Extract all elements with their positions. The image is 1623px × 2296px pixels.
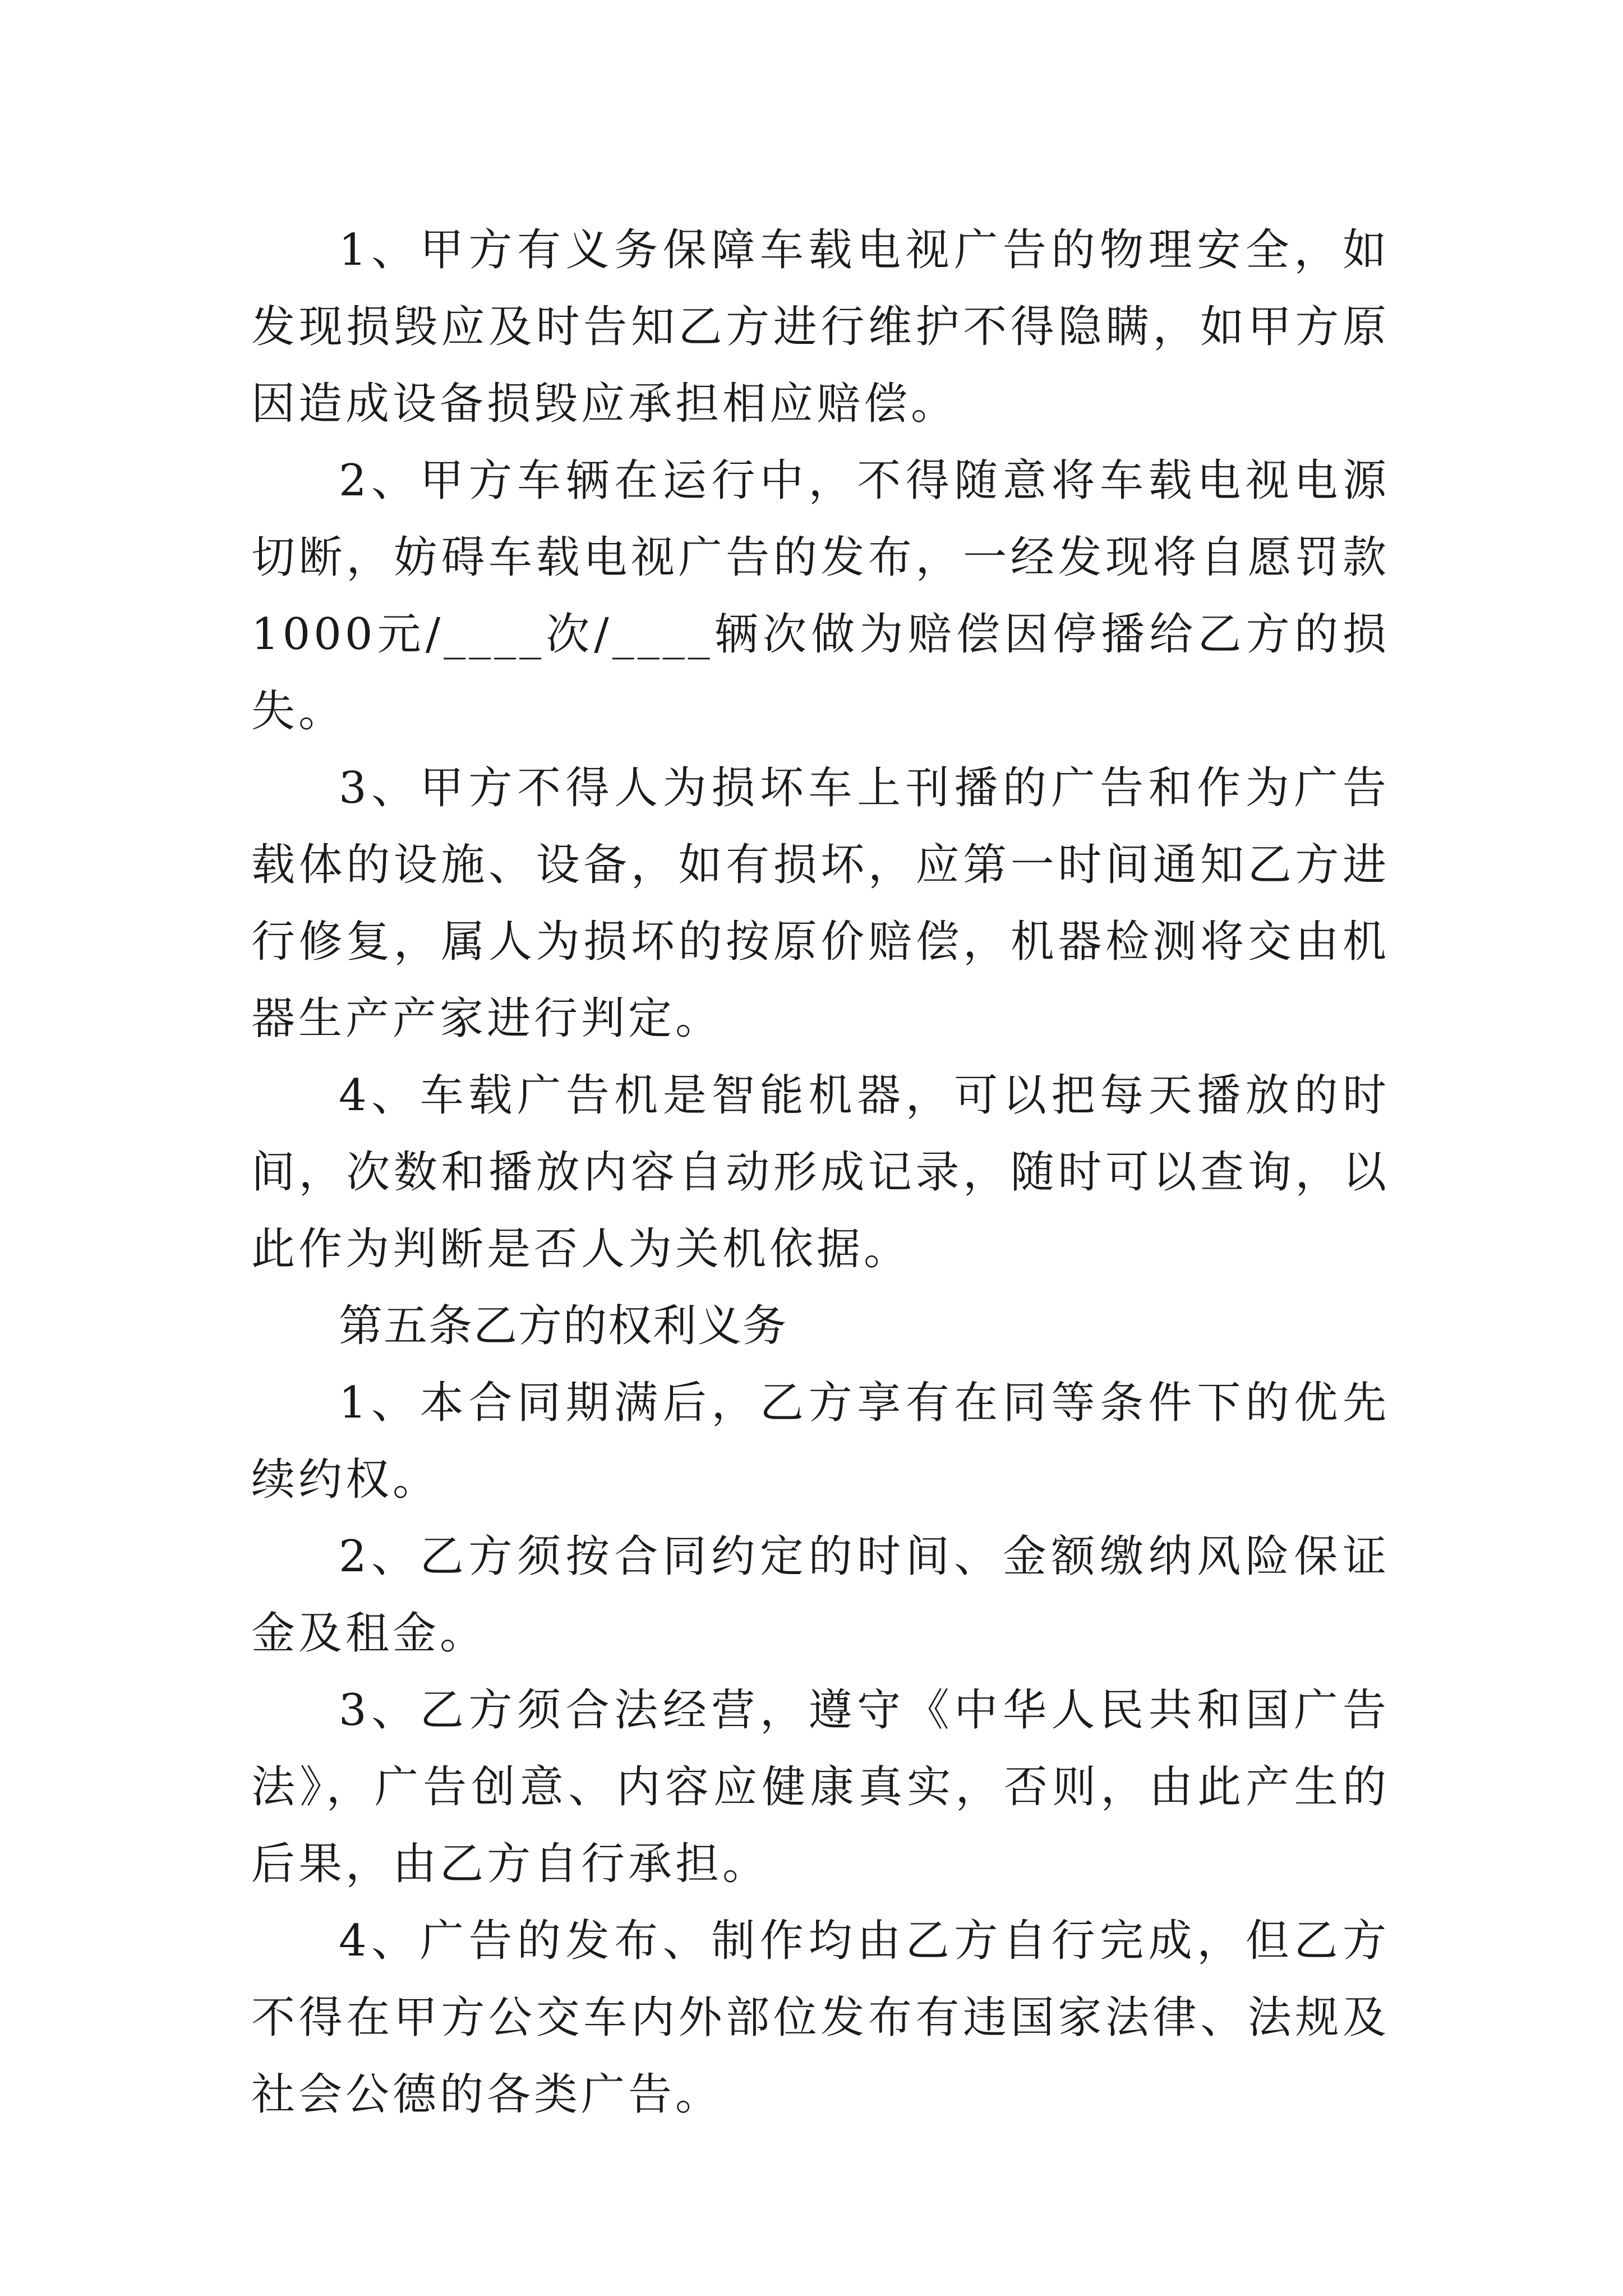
party-b-item-3: 3、乙方须合法经营，遵守《中华人民共和国广告法》，广告创意、内容应健康真实，否则，由此产生的后果，由乙方自行承担。 <box>251 1685 1390 1889</box>
party-a-item-4: 4、车载广告机是智能机器，可以把每天播放的时间，次数和播放内容自动形成记录，随时可以查询，以此作为判断是否人为关机依据。 <box>251 1070 1390 1274</box>
party-a-item-3: 3、甲方不得人为损坏车上刊播的广告和作为广告载体的设施、设备，如有损坏，应第一时间通知乙方进行修复，属人为损坏的按原价赔偿，机器检测将交由机器生产产家进行判定。 <box>251 763 1390 1044</box>
party-a-item-1: 1、甲方有义务保障车载电视广告的物理安全，如发现损毁应及时告知乙方进行维护不得隐瞒，如甲方原因造成设备损毁应承担相应赔偿。 <box>251 225 1390 429</box>
party-b-item-1: 1、本合同期满后，乙方享有在同等条件下的优先续约权。 <box>251 1378 1390 1505</box>
party-b-item-2: 2、乙方须按合同约定的时间、金额缴纳风险保证金及租金。 <box>251 1531 1390 1659</box>
section-heading: 第五条乙方的权利义务 <box>339 1301 788 1351</box>
party-a-item-2: 2、甲方车辆在运行中，不得随意将车载电视电源切断，妨碍车载电视广告的发布，一经发现将自愿罚款1000元/____次/____辆次做为赔偿因停播给乙方的损失。 <box>251 455 1390 737</box>
party-b-item-4: 4、广告的发布、制作均由乙方自行完成，但乙方不得在甲方公交车内外部位发布有违国家法律、法规及社会公德的各类广告。 <box>251 1916 1390 2120</box>
document-body <box>251 212 1390 2133</box>
